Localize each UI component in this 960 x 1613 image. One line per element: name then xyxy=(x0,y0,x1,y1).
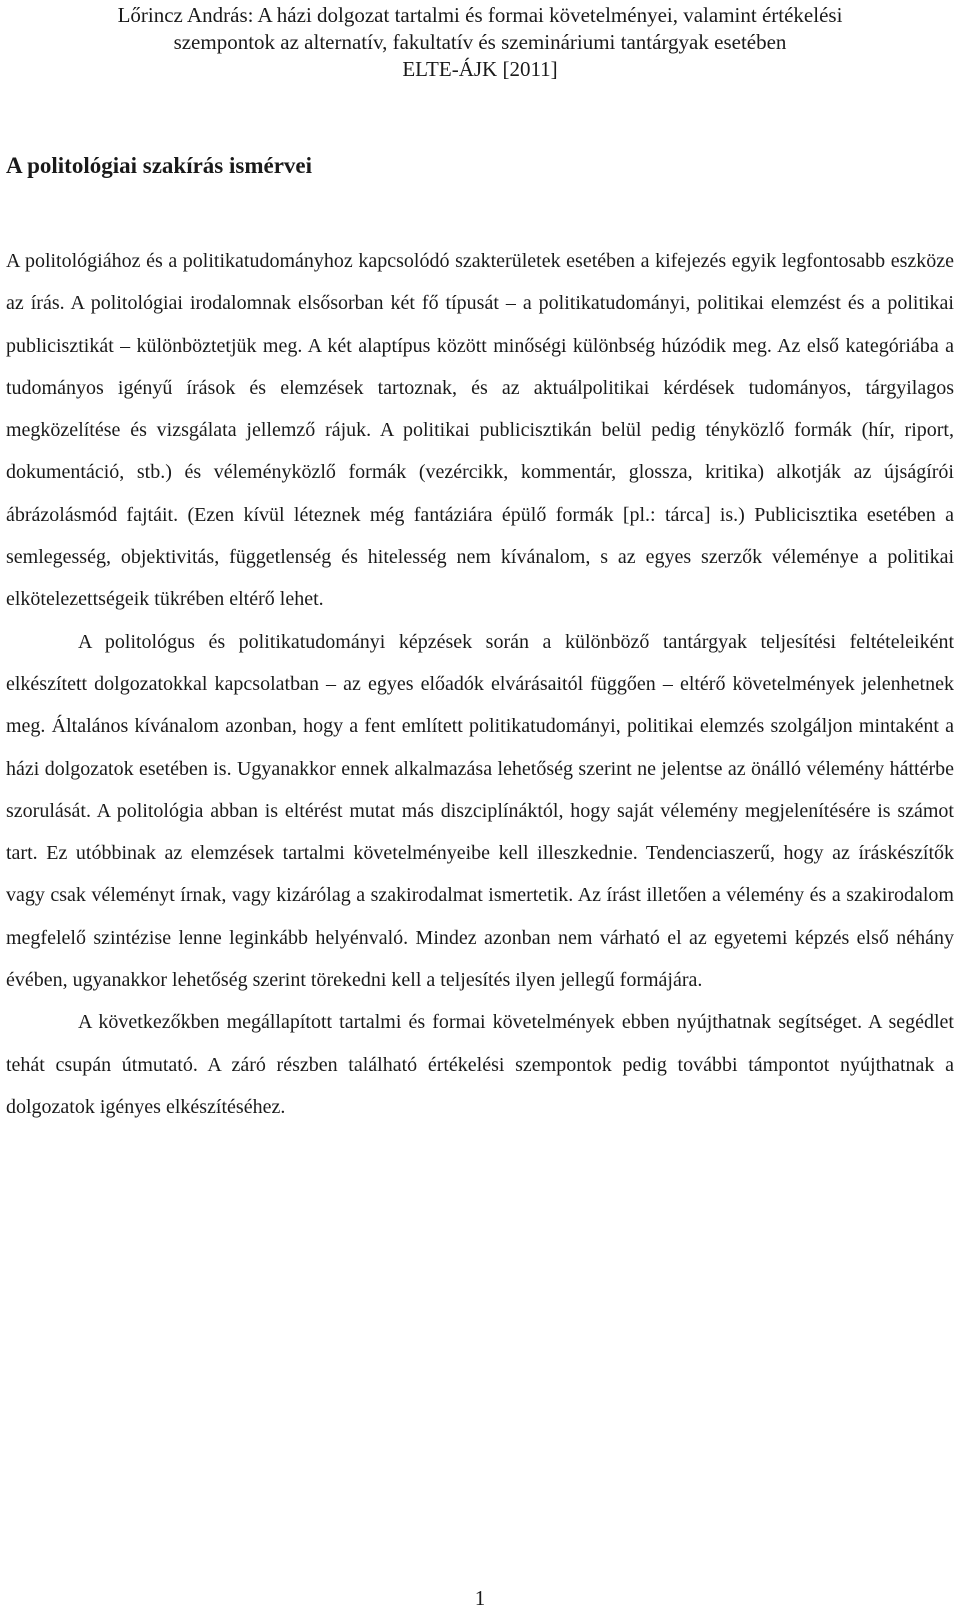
running-header xyxy=(0,2,960,83)
document-body xyxy=(6,240,954,1128)
paragraph: A politológiához és a politikatudományhoz kapcsolódó szakterületek esetében a kifejezés egyik legfontosabb eszköze az írás. A politológiai irodalomnak elsősorban két fő típusát – a politikatudományi, politikai elemzést és a politikai publicisztikát – különböztetjük meg. A két alaptípus között minőségi különbség húzódik meg. Az első kategóriába a tudományos igényű írások és elemzések tartoznak, és az aktuálpolitikai kérdések tudományos, tárgyilagos megközelítése és vizsgálata jellemző rájuk. A politikai publicisztikán belül pedig tényközlő formák (hír, riport, dokumentáció, stb.) és véleményközlő formák (vezércikk, kommentár, glossza, kritika) alkotják az újságírói ábrázolásmód fajtáit. (Ezen kívül léteznek még fantáziára épülő formák [pl.: tárca] is.) Publicisztika esetében a semlegesség, objektivitás, függetlenség és hitelesség nem kívánalom, s az egyes szerzők véleménye a politikai elkötelezettségeik tükrében eltérő lehet. xyxy=(6,250,954,611)
paragraph: A következőkben megállapított tartalmi és formai követelmények ebben nyújthatnak segítséget. A segédlet tehát csupán útmutató. A záró részben található értékelési szempontok pedig további támpontot nyújthatnak a dolgozatok igényes elkészítéséhez. xyxy=(6,1011,954,1118)
paragraph: A politológus és politikatudományi képzések során a különböző tantárgyak teljesítési feltételeiként elkészített dolgozatokkal kapcsolatban – az egyes előadók elvárásaitól függően – eltérő követelmények jelenhetnek meg. Általános kívánalom azonban, hogy a fent említett politikatudományi, politikai elemzés szolgáljon mintaként a házi dolgozatok esetében is. Ugyanakkor ennek alkalmazása lehetőség szerint ne jelentse az önálló vélemény háttérbe szorulását. A politológia abban is eltérést mutat más diszciplínáktól, hogy saját vélemény megjelenítésére is számot tart. Ez utóbbinak az elemzések tartalmi követelményeibe kell illeszkednie. Tendenciaszerű, hogy az íráskészítők vagy csak véleményt írnak, vagy kizárólag a szakirodalmat ismertetik. Az írást illetően a vélemény és a szakirodalom megfelelő szintézise lenne leginkább helyénvaló. Mindez azonban nem várható el az egyetemi képzés első néhány évében, ugyanakkor lehetőség szerint törekedni kell a teljesítés ilyen jellegű formájára. xyxy=(6,630,954,992)
header-line-2: szempontok az alternatív, fakultatív és szemináriumi tantárgyak esetében xyxy=(173,30,787,54)
page-number: 1 xyxy=(474,1586,486,1610)
header-line-1: Lőrincz András: A házi dolgozat tartalmi és formai követelményei, valamint értékelési xyxy=(117,3,843,27)
section-title: A politológiai szakírás ismérvei xyxy=(6,153,313,178)
header-line-3: ELTE-ÁJK [2011] xyxy=(402,57,558,81)
